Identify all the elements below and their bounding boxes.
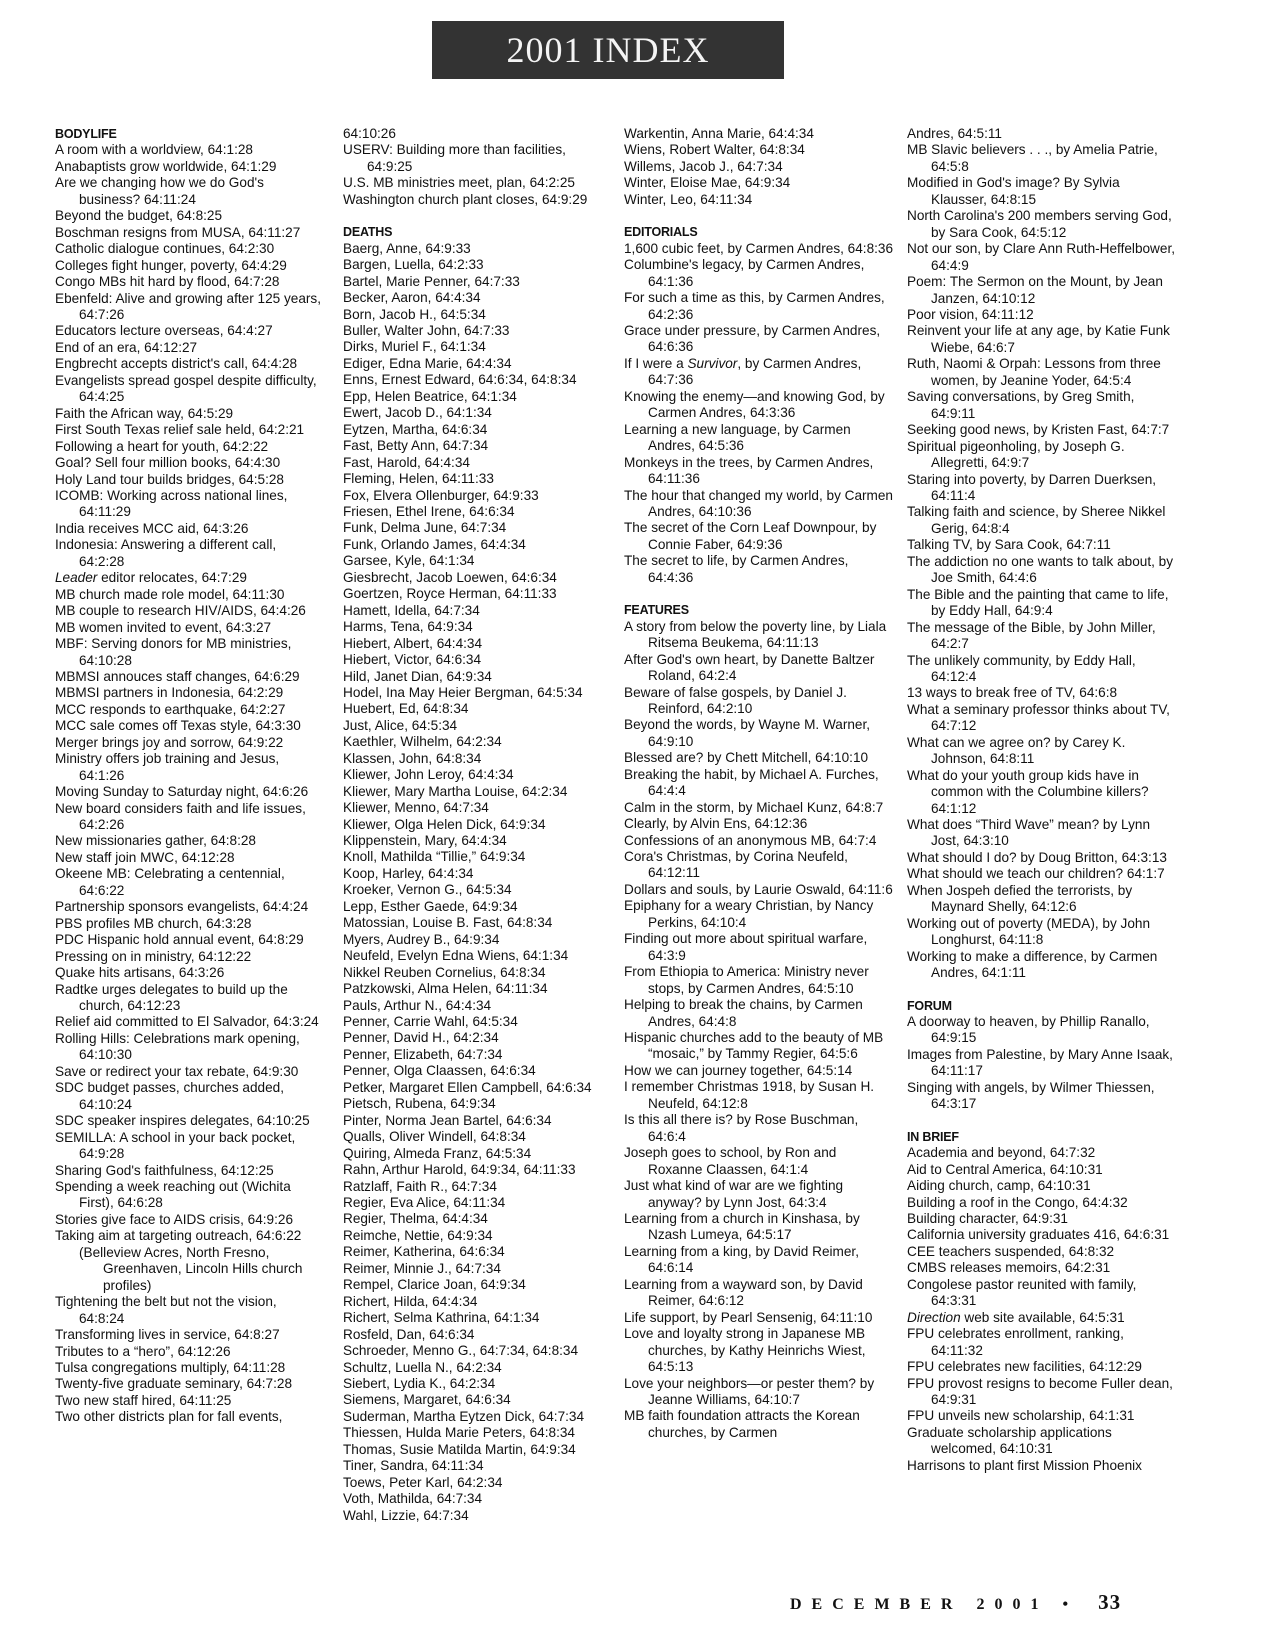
index-entry: Colleges fight hunger, poverty, 64:4:29: [55, 257, 287, 273]
index-entry: Learning from a wayward son, by David Reimer, 64:6:12: [624, 1276, 863, 1309]
index-entry: Life support, by Pearl Sensenig, 64:11:10: [624, 1309, 873, 1325]
index-entry: Columbine's legacy, by Carmen Andres, 64:1:36: [624, 257, 865, 289]
index-entry: Petker, Margaret Ellen Campbell, 64:6:34: [343, 1079, 592, 1095]
index-entry: Hispanic churches add to the beauty of MB “mosaic,” by Tammy Regier, 64:5:6: [624, 1030, 884, 1062]
index-entry: Engbrecht accepts district's call, 64:4:28: [55, 356, 298, 372]
index-entry: MCC responds to earthquake, 64:2:27: [55, 701, 286, 717]
index-entry: The secret of the Corn Leaf Downpour, by Connie Faber, 64:9:36: [624, 520, 877, 552]
index-entry: Patzkowski, Alma Helen, 64:11:34: [343, 981, 548, 997]
index-entry: Rempel, Clarice Joan, 64:9:34: [343, 1277, 526, 1293]
index-entry: Epiphany for a weary Christian, by Nancy Perkins, 64:10:4: [624, 898, 874, 930]
index-entry: PDC Hispanic hold annual event, 64:8:29: [55, 932, 304, 948]
index-entry: SDC speaker inspires delegates, 64:10:25: [55, 1113, 310, 1129]
index-entry: Talking TV, by Sara Cook, 64:7:11: [907, 537, 1111, 553]
index-column-1: [55, 126, 325, 1426]
index-entry: Congolese pastor reunited with family, 64:3:31: [907, 1276, 1137, 1309]
index-entry: Rosfeld, Dan, 64:6:34: [343, 1326, 475, 1342]
index-entry: Monkeys in the trees, by Carmen Andres, 64:11:36: [624, 454, 874, 487]
index-entry: Kliewer, John Leroy, 64:4:34: [343, 767, 514, 783]
index-entry: Richert, Hilda, 64:4:34: [343, 1293, 478, 1309]
index-entry: Baerg, Anne, 64:9:33: [343, 240, 471, 256]
index-entry: Dirks, Muriel F., 64:1:34: [343, 339, 486, 355]
index-entry: MB couple to research HIV/AIDS, 64:4:26: [55, 603, 306, 619]
index-entry: Schultz, Luella N., 64:2:34: [343, 1359, 502, 1375]
index-entry: When Jospeh defied the terrorists, by Maynard Shelly, 64:12:6: [907, 882, 1133, 915]
index-entry: Catholic dialogue continues, 64:2:30: [55, 241, 275, 257]
index-entry: SDC budget passes, churches added, 64:10:24: [55, 1080, 284, 1112]
index-entry: Two other districts plan for fall events,: [55, 1409, 283, 1425]
index-entry: Richert, Selma Kathrina, 64:1:34: [343, 1310, 540, 1326]
index-entry: Reinvent your life at any age, by Katie Funk Wiebe, 64:6:7: [907, 323, 1170, 355]
index-entry: MB Slavic believers . . ., by Amelia Patrie, 64:5:8: [907, 142, 1158, 174]
index-entry-continued: Andres, 64:5:11: [907, 126, 1002, 141]
index-entry: Following a heart for youth, 64:2:22: [55, 438, 269, 454]
index-entry: Tulsa congregations multiply, 64:11:28: [55, 1359, 286, 1375]
index-entry: Sharing God's faithfulness, 64:12:25: [55, 1162, 274, 1178]
index-entry: Are we changing how we do God's business? 64:11:24: [55, 175, 264, 207]
section-heading: DEATHS: [343, 225, 393, 240]
index-entry: The message of the Bible, by John Miller, 64:2:7: [907, 619, 1156, 652]
index-entry: Penner, Carrie Wahl, 64:5:34: [343, 1014, 518, 1030]
index-column-4: [907, 126, 1177, 1474]
index-entry: Twenty-five graduate seminary, 64:7:28: [55, 1376, 293, 1392]
index-entry: Tiner, Sandra, 64:11:34: [343, 1458, 484, 1474]
index-entry: A story from below the poverty line, by Liala Ritsema Beukema, 64:11:13: [624, 618, 887, 651]
index-entry: A doorway to heaven, by Phillip Ranallo, 64:9:15: [907, 1014, 1150, 1046]
index-entry: Building a roof in the Congo, 64:4:32: [907, 1194, 1128, 1210]
index-column-3: [624, 126, 894, 1441]
index-entry: Anabaptists grow worldwide, 64:1:29: [55, 158, 277, 174]
index-entry: MB women invited to event, 64:3:27: [55, 619, 272, 635]
index-entry: Ewert, Jacob D., 64:1:34: [343, 405, 492, 421]
index-entry: Educators lecture overseas, 64:4:27: [55, 323, 273, 339]
index-entry: MB faith foundation attracts the Korean churches, by Carmen: [624, 1408, 860, 1440]
index-entry: MBF: Serving donors for MB ministries, 64:10:28: [55, 636, 292, 668]
index-entry: Tributes to a “hero”, 64:12:26: [55, 1343, 231, 1359]
index-entry: North Carolina's 200 members serving God, by Sara Cook, 64:5:12: [907, 208, 1172, 240]
index-entry: Ruth, Naomi & Orpah: Lessons from three women, by Jeanine Yoder, 64:5:4: [907, 356, 1161, 388]
index-entry: Moving Sunday to Saturday night, 64:6:26: [55, 784, 309, 800]
index-entry: Staring into poverty, by Darren Duerksen, 64:11:4: [907, 471, 1157, 503]
italic-title: Leader: [55, 570, 98, 586]
index-entry: Is this all there is? by Rose Buschman, 64:6:4: [624, 1112, 859, 1144]
index-entry: Lepp, Esther Gaede, 64:9:34: [343, 898, 518, 914]
page-number: 33: [1098, 1590, 1122, 1614]
index-entry: Giesbrecht, Jacob Loewen, 64:6:34: [343, 569, 557, 585]
italic-title: Direction: [907, 1309, 961, 1325]
index-entry: Evangelists spread gospel despite difficulty, 64:4:25: [55, 372, 317, 405]
index-entry: Joseph goes to school, by Ron and Roxanne Claassen, 64:1:4: [624, 1145, 837, 1177]
section-heading: FEATURES: [624, 603, 689, 618]
index-entry: Fast, Betty Ann, 64:7:34: [343, 438, 489, 454]
index-entry: End of an era, 64:12:27: [55, 339, 198, 355]
index-entry: What do your youth group kids have in common with the Columbine killers? 64:1:12: [907, 767, 1149, 816]
index-entry-continued: 64:10:26: [343, 126, 396, 141]
index-entry: What should I do? by Doug Britton, 64:3:13: [907, 849, 1167, 865]
index-entry: Transforming lives in service, 64:8:27: [55, 1327, 280, 1343]
index-entry: Hild, Janet Dian, 64:9:34: [343, 668, 492, 684]
index-entry: First South Texas relief sale held, 64:2:21: [55, 422, 305, 438]
index-entry: Hiebert, Albert, 64:4:34: [343, 635, 483, 651]
index-entry: Schroeder, Menno G., 64:7:34, 64:8:34: [343, 1343, 579, 1359]
index-entry: U.S. MB ministries meet, plan, 64:2:25: [343, 175, 575, 191]
index-entry: Becker, Aaron, 64:4:34: [343, 290, 481, 306]
index-entry: New staff join MWC, 64:12:28: [55, 849, 235, 865]
index-entry: Fleming, Helen, 64:11:33: [343, 471, 494, 487]
index-entry: Neufeld, Evelyn Edna Wiens, 64:1:34: [343, 948, 569, 964]
index-entry: Quake hits artisans, 64:3:26: [55, 965, 225, 981]
index-entry: Rolling Hills: Celebrations mark opening, 64:10:30: [55, 1030, 300, 1063]
index-entry: Voth, Mathilda, 64:7:34: [343, 1491, 483, 1507]
index-entry: Holy Land tour builds bridges, 64:5:28: [55, 471, 284, 487]
index-entry: The unlikely community, by Eddy Hall, 64:12:4: [907, 652, 1136, 684]
section-heading: FORUM: [907, 998, 952, 1013]
index-entry: Congo MBs hit hard by flood, 64:7:28: [55, 274, 280, 290]
index-entry: Buller, Walter John, 64:7:33: [343, 322, 510, 338]
index-entry: 1,600 cubic feet, by Carmen Andres, 64:8:36: [624, 240, 894, 256]
index-entry: Hiebert, Victor, 64:6:34: [343, 652, 482, 668]
index-entry: Hamett, Idella, 64:7:34: [343, 602, 480, 618]
index-entry: Okeene MB: Celebrating a centennial, 64:6:22: [55, 866, 285, 898]
index-entry: Reimche, Nettie, 64:9:34: [343, 1227, 493, 1243]
index-entry: The hour that changed my world, by Carmen Andres, 64:10:36: [624, 487, 893, 519]
index-entry: Two new staff hired, 64:11:25: [55, 1392, 232, 1408]
index-entry: Harms, Tena, 64:9:34: [343, 619, 473, 635]
index-entry: Fast, Harold, 64:4:34: [343, 454, 470, 470]
index-entry: Taking aim at targeting outreach, 64:6:22: [55, 1228, 302, 1244]
index-entry: Koop, Harley, 64:4:34: [343, 865, 474, 881]
index-entry: What should we teach our children? 64:1:7: [907, 866, 1165, 882]
index-entry: Breaking the habit, by Michael A. Furches, 64:4:4: [624, 766, 879, 799]
index-entry: Working to make a difference, by Carmen Andres, 64:1:11: [907, 948, 1158, 981]
page-title: 2001 INDEX: [506, 30, 710, 70]
index-entry: Garsee, Kyle, 64:1:34: [343, 553, 475, 569]
index-entry: Kliewer, Mary Martha Louise, 64:2:34: [343, 783, 568, 799]
index-entry: For such a time as this, by Carmen Andres, 64:2:36: [624, 290, 885, 322]
index-entry: Thiessen, Hulda Marie Peters, 64:8:34: [343, 1425, 575, 1441]
index-entry: India receives MCC aid, 64:3:26: [55, 520, 249, 536]
index-entry: Kliewer, Olga Helen Dick, 64:9:34: [343, 816, 546, 832]
index-entry: Learning from a king, by David Reimer, 64:6:14: [624, 1243, 859, 1276]
index-entry: Suderman, Martha Eytzen Dick, 64:7:34: [343, 1408, 585, 1424]
index-entry: Spending a week reaching out (Wichita First), 64:6:28: [55, 1179, 291, 1211]
index-entry: Beyond the words, by Wayne M. Warner, 64:9:10: [624, 717, 871, 749]
section-heading: BODYLIFE: [55, 127, 117, 141]
index-entry: Blessed are? by Chett Mitchell, 64:10:10: [624, 750, 869, 766]
index-entry: Images from Palestine, by Mary Anne Isaak, 64:11:17: [907, 1046, 1173, 1079]
index-entry: Working out of poverty (MEDA), by John Longhurst, 64:11:8: [907, 915, 1151, 948]
index-entry: Partnership sponsors evangelists, 64:4:24: [55, 899, 309, 915]
index-entry: Ebenfeld: Alive and growing after 125 years, 64:7:26: [55, 290, 322, 322]
index-entry: Quiring, Almeda Franz, 64:5:34: [343, 1145, 532, 1161]
index-entry: How we can journey together, 64:5:14: [624, 1062, 853, 1078]
index-entry: Beyond the budget, 64:8:25: [55, 208, 223, 224]
index-entry: Just what kind of war are we fighting anyway? by Lynn Jost, 64:3:4: [624, 1178, 844, 1210]
index-entry: Penner, Olga Claassen, 64:6:34: [343, 1063, 536, 1079]
index-entry: I remember Christmas 1918, by Susan H. Neufeld, 64:12:8: [624, 1079, 875, 1111]
index-entry: After God's own heart, by Danette Baltzer Roland, 64:2:4: [624, 651, 875, 684]
index-entry: Kaethler, Wilhelm, 64:2:34: [343, 734, 502, 750]
index-entry: (Belleview Acres, North Fresno, Greenhaven, Lincoln Hills church profiles): [79, 1244, 303, 1293]
index-entry: Merger brings joy and sorrow, 64:9:22: [55, 734, 284, 750]
index-entry: New board considers faith and life issues, 64:2:26: [55, 800, 306, 833]
index-entry: Siebert, Lydia K., 64:2:34: [343, 1375, 496, 1391]
index-entry: Academia and beyond, 64:7:32: [907, 1145, 1096, 1161]
index-entry: Wiens, Robert Walter, 64:8:34: [624, 142, 805, 158]
footer-bullet: •: [1062, 1596, 1079, 1613]
footer-issue-date: DECEMBER 2001: [790, 1596, 1049, 1613]
index-entry: Winter, Leo, 64:11:34: [624, 191, 753, 207]
index-entry: Learning from a church in Kinshasa, by Nzash Lumeya, 64:5:17: [624, 1211, 860, 1243]
index-entry: Rahn, Arthur Harold, 64:9:34, 64:11:33: [343, 1162, 576, 1178]
index-entry: Huebert, Ed, 64:8:34: [343, 701, 469, 717]
index-entry: Bartel, Marie Penner, 64:7:33: [343, 273, 520, 289]
index-entry: Bargen, Luella, 64:2:33: [343, 257, 484, 273]
index-entry: Modified in God's image? By Sylvia Klausser, 64:8:15: [907, 175, 1120, 207]
index-entry: Matossian, Louise B. Fast, 64:8:34: [343, 915, 553, 931]
index-entry: Hodel, Ina May Heier Bergman, 64:5:34: [343, 684, 583, 700]
index-entry: CEE teachers suspended, 64:8:32: [907, 1243, 1115, 1259]
index-entry: From Ethiopia to America: Ministry never stops, by Carmen Andres, 64:5:10: [624, 964, 869, 996]
index-entry: Epp, Helen Beatrice, 64:1:34: [343, 388, 517, 404]
index-entry: Direction web site available, 64:5:31: [907, 1309, 1125, 1325]
index-entry: Cora's Christmas, by Corina Neufeld, 64:12:11: [624, 849, 848, 881]
index-entry: FPU celebrates enrollment, ranking, 64:11:32: [907, 1326, 1124, 1358]
index-entry: Ministry offers job training and Jesus, 64:1:26: [55, 751, 280, 783]
index-entry: Relief aid committed to El Salvador, 64:3:24: [55, 1014, 319, 1030]
index-entry: Graduate scholarship applications welcomed, 64:10:31: [907, 1424, 1112, 1457]
index-entry: CMBS releases memoirs, 64:2:31: [907, 1260, 1111, 1276]
index-entry: Talking faith and science, by Sheree Nikkel Gerig, 64:8:4: [907, 504, 1166, 536]
index-entry: Leader editor relocates, 64:7:29: [55, 570, 247, 586]
index-entry: Fox, Elvera Ollenburger, 64:9:33: [343, 487, 539, 503]
index-entry: Indonesia: Answering a different call, 64:2:28: [55, 537, 277, 569]
index-entry: Funk, Delma June, 64:7:34: [343, 520, 507, 536]
index-entry: USERV: Building more than facilities, 64:9:25: [343, 142, 566, 174]
index-entry: Beware of false gospels, by Daniel J. Reinford, 64:2:10: [624, 684, 847, 716]
index-entry: Willems, Jacob J., 64:7:34: [624, 158, 783, 174]
index-entry: Ediger, Edna Marie, 64:4:34: [343, 355, 512, 371]
index-entry: Reimer, Katherina, 64:6:34: [343, 1244, 505, 1260]
index-entry: Toews, Peter Karl, 64:2:34: [343, 1474, 503, 1490]
index-entry: Grace under pressure, by Carmen Andres, 64:6:36: [624, 322, 881, 355]
section-heading: EDITORIALS: [624, 225, 698, 240]
index-entry: Finding out more about spiritual warfare, 64:3:9: [624, 931, 868, 963]
index-entry: Tightening the belt but not the vision, 64:8:24: [55, 1294, 277, 1326]
index-entry: California university graduates 416, 64:6:31: [907, 1227, 1170, 1243]
index-entry: Siemens, Margaret, 64:6:34: [343, 1392, 511, 1408]
index-entry: Goertzen, Royce Herman, 64:11:33: [343, 586, 557, 602]
index-entry: Regier, Thelma, 64:4:34: [343, 1211, 488, 1227]
index-entry: Penner, Elizabeth, 64:7:34: [343, 1046, 503, 1062]
index-entry: Kroeker, Vernon G., 64:5:34: [343, 882, 512, 898]
index-entry: Qualls, Oliver Windell, 64:8:34: [343, 1129, 526, 1145]
index-entry: Clearly, by Alvin Ens, 64:12:36: [624, 816, 808, 832]
index-entry: MBMSI annouces staff changes, 64:6:29: [55, 668, 300, 684]
index-entry: Building character, 64:9:31: [907, 1211, 1068, 1226]
index-entry: Nikkel Reuben Cornelius, 64:8:34: [343, 964, 546, 980]
index-entry: Regier, Eva Alice, 64:11:34: [343, 1195, 506, 1210]
index-entry: Love your neighbors—or pester them? by Jeanne Williams, 64:10:7: [624, 1375, 875, 1407]
index-entry: ICOMB: Working across national lines, 64:11:29: [55, 487, 288, 520]
index-entry: MCC sale comes off Texas style, 64:3:30: [55, 718, 301, 734]
index-entry: Pietsch, Rubena, 64:9:34: [343, 1096, 496, 1112]
index-entry: Harrisons to plant first Mission Phoenix: [907, 1457, 1142, 1473]
index-entry: Thomas, Susie Matilda Martin, 64:9:34: [343, 1441, 576, 1457]
index-entry: The addiction no one wants to talk about, by Joe Smith, 64:4:6: [907, 553, 1174, 586]
index-entry: Save or redirect your tax rebate, 64:9:30: [55, 1063, 299, 1079]
index-entry: Faith the African way, 64:5:29: [55, 405, 234, 421]
index-entry: Stories give face to AIDS crisis, 64:9:26: [55, 1211, 294, 1227]
index-entry: Dollars and souls, by Laurie Oswald, 64:11:6: [624, 881, 893, 897]
section-heading: IN BRIEF: [907, 1129, 959, 1144]
index-entry: Singing with angels, by Wilmer Thiessen, 64:3:17: [907, 1079, 1155, 1112]
index-entry: What a seminary professor thinks about TV, 64:7:12: [907, 701, 1170, 734]
index-entry: Penner, David H., 64:2:34: [343, 1030, 499, 1046]
index-entry: New missionaries gather, 64:8:28: [55, 833, 256, 849]
index-entry: What can we agree on? by Carey K. Johnson, 64:8:11: [907, 734, 1126, 767]
index-entry: Spiritual pigeonholing, by Joseph G. Allegretti, 64:9:7: [907, 438, 1125, 471]
index-entry: If I were a Survivor, by Carmen Andres, 64:7:36: [624, 355, 862, 388]
index-entry: Funk, Orlando James, 64:4:34: [343, 536, 526, 552]
index-entry: Winter, Eloise Mae, 64:9:34: [624, 175, 791, 191]
index-entry: Pauls, Arthur N., 64:4:34: [343, 997, 492, 1013]
index-entry: Knoll, Mathilda “Tillie,” 64:9:34: [343, 849, 526, 865]
index-entry: Myers, Audrey B., 64:9:34: [343, 931, 500, 947]
index-entry: The Bible and the painting that came to life, by Eddy Hall, 64:9:4: [907, 586, 1169, 619]
index-entry: Poem: The Sermon on the Mount, by Jean Janzen, 64:10:12: [907, 274, 1163, 306]
page-footer: [790, 1590, 1121, 1615]
index-entry: Love and loyalty strong in Japanese MB churches, by Kathy Heinrichs Wiest, 64:5:13: [624, 1326, 866, 1375]
index-entry: Reimer, Minnie J., 64:7:34: [343, 1260, 501, 1276]
index-entry: Not our son, by Clare Ann Ruth-Heffelbower, 64:4:9: [907, 241, 1175, 273]
index-entry: Knowing the enemy—and knowing God, by Carmen Andres, 64:3:36: [624, 388, 885, 421]
index-entry: Boschman resigns from MUSA, 64:11:27: [55, 224, 301, 240]
index-entry: Pinter, Norma Jean Bartel, 64:6:34: [343, 1112, 552, 1128]
index-entry: Aid to Central America, 64:10:31: [907, 1161, 1103, 1177]
index-entry: MB church made role model, 64:11:30: [55, 586, 285, 602]
index-entry: Warkentin, Anna Marie, 64:4:34: [624, 126, 814, 141]
index-entry: FPU unveils new scholarship, 64:1:31: [907, 1408, 1135, 1424]
index-entry: What does “Third Wave” mean? by Lynn Jost, 64:3:10: [907, 817, 1151, 849]
index-entry: Pressing on in ministry, 64:12:22: [55, 948, 252, 964]
index-entry: Washington church plant closes, 64:9:29: [343, 191, 588, 207]
index-entry: Ratzlaff, Faith R., 64:7:34: [343, 1178, 497, 1194]
index-entry: Eytzen, Martha, 64:6:34: [343, 421, 488, 437]
index-entry: Poor vision, 64:11:12: [907, 306, 1034, 322]
index-entry: Klassen, John, 64:8:34: [343, 750, 482, 766]
index-entry: MBMSI partners in Indonesia, 64:2:29: [55, 685, 284, 701]
index-entry: SEMILLA: A school in your back pocket, 64:9:28: [55, 1129, 296, 1162]
index-entry: Helping to break the chains, by Carmen Andres, 64:4:8: [624, 997, 863, 1029]
index-entry: PBS profiles MB church, 64:3:28: [55, 915, 252, 931]
index-entry: The secret to life, by Carmen Andres, 64:4:36: [624, 553, 849, 585]
index-entry: Goal? Sell four million books, 64:4:30: [55, 455, 281, 471]
index-banner: [432, 21, 784, 79]
index-entry: Saving conversations, by Greg Smith, 64:9:11: [907, 389, 1135, 421]
index-entry: Radtke urges delegates to build up the church, 64:12:23: [55, 981, 288, 1014]
index-entry: A room with a worldview, 64:1:28: [55, 142, 253, 158]
index-entry: FPU celebrates new facilities, 64:12:29: [907, 1359, 1142, 1375]
index-entry: Confessions of an anonymous MB, 64:7:4: [624, 832, 877, 848]
index-entry: Klippenstein, Mary, 64:4:34: [343, 833, 507, 849]
index-column-2: [343, 126, 613, 1524]
index-entry: Kliewer, Menno, 64:7:34: [343, 800, 489, 816]
index-entry: Wahl, Lizzie, 64:7:34: [343, 1507, 469, 1523]
index-entry: Aiding church, camp, 64:10:31: [907, 1178, 1091, 1194]
index-entry: Born, Jacob H., 64:5:34: [343, 306, 486, 322]
index-entry: FPU provost resigns to become Fuller dean, 64:9:31: [907, 1375, 1173, 1407]
index-entry: Enns, Ernest Edward, 64:6:34, 64:8:34: [343, 372, 577, 388]
index-entry: Seeking good news, by Kristen Fast, 64:7:7: [907, 422, 1170, 438]
index-entry: Calm in the storm, by Michael Kunz, 64:8:7: [624, 799, 884, 815]
index-entry: Learning a new language, by Carmen Andres, 64:5:36: [624, 421, 851, 454]
index-entry: 13 ways to break free of TV, 64:6:8: [907, 685, 1118, 701]
index-entry: Just, Alice, 64:5:34: [343, 717, 458, 733]
italic-title: Survivor: [687, 355, 738, 371]
index-entry: Friesen, Ethel Irene, 64:6:34: [343, 503, 515, 519]
